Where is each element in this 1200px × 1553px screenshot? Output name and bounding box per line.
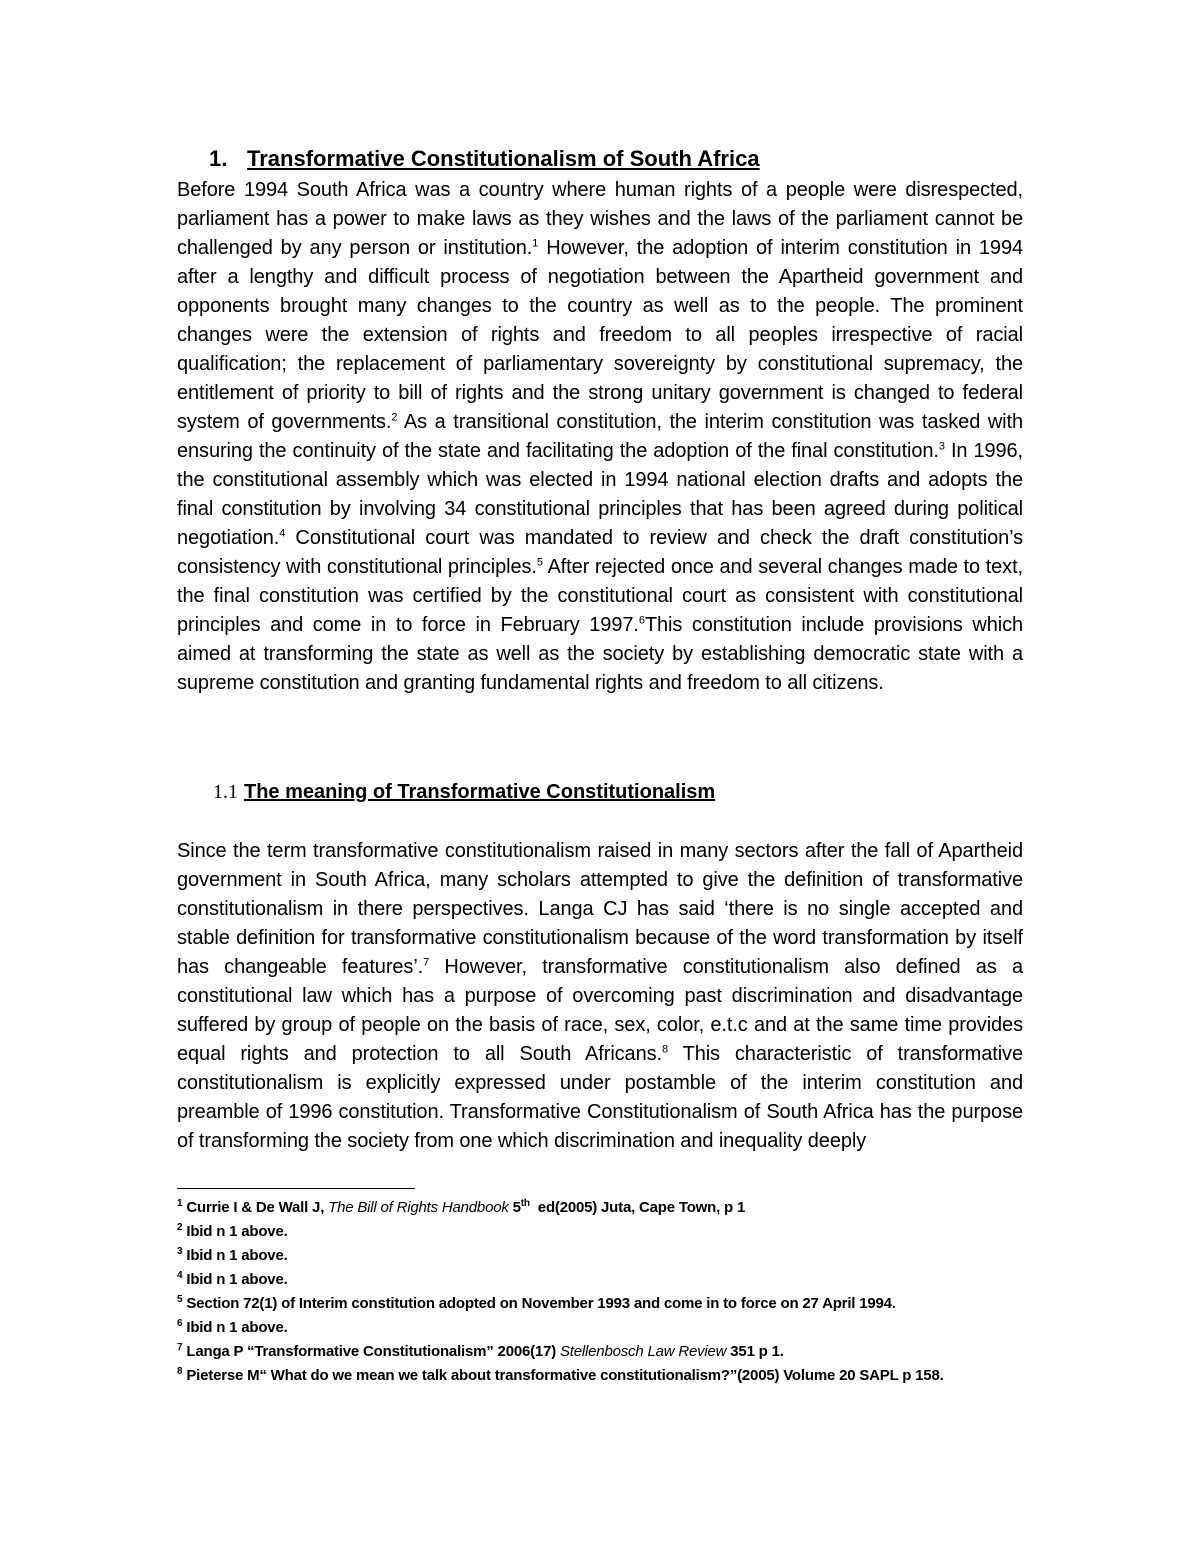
section-number: 1. bbox=[209, 146, 228, 171]
text-span: Constitutional court was mandated to review and check the draft constitution’s consistency with constitutional principles. bbox=[177, 527, 1023, 578]
footnote-text: Ibid n 1 above. bbox=[186, 1247, 288, 1264]
footnote-text: Ibid n 1 above. bbox=[186, 1223, 288, 1240]
subsection-title: The meaning of Transformative Constitutionalism bbox=[244, 781, 716, 803]
ordinal-suffix: th bbox=[520, 1198, 530, 1209]
footnote-item bbox=[177, 1268, 1023, 1292]
footnote-item bbox=[177, 1316, 1023, 1340]
text-span: Before 1994 South Africa was a country where human rights of a people were disrespected, parliament has a power to make laws as they wishes and the laws of the parliament cannot be challenged by any person or institution. bbox=[177, 179, 1023, 259]
footnote-item bbox=[177, 1196, 1023, 1220]
footnote-number: 3 bbox=[177, 1246, 183, 1257]
subsection-number: 1.1 bbox=[213, 781, 238, 803]
footnote-journal: Stellenbosch Law Review bbox=[559, 1343, 727, 1360]
footnote-number: 5 bbox=[177, 1294, 183, 1305]
footnote-ref[interactable]: 5 bbox=[536, 556, 543, 569]
footnote-number: 2 bbox=[177, 1222, 183, 1233]
footnote-text: Section 72(1) of Interim constitution adopted on November 1993 and come in to force on 27 April 1994. bbox=[186, 1295, 896, 1312]
footnote-text: Langa P “Transformative Constitutionalism” 2006(17) bbox=[186, 1343, 560, 1360]
footnote-ref[interactable]: 1 bbox=[532, 237, 539, 250]
footnote-number: 7 bbox=[177, 1342, 183, 1353]
section-heading bbox=[209, 146, 760, 172]
footnote-ref[interactable]: 2 bbox=[391, 411, 398, 424]
text-span: After rejected once and several changes made to text, the final constitution was certified by the constitutional court as consistent with constitutional principles and come in to force in February 1997. bbox=[177, 556, 1023, 636]
footnote-separator bbox=[177, 1188, 415, 1189]
footnote-text: Pieterse M“ What do we mean we talk about transformative constitutionalism?”(2005) Volume 20 SAPL p 158. bbox=[186, 1367, 944, 1384]
paragraph-history bbox=[177, 176, 1023, 698]
footnote-text: Ibid n 1 above. bbox=[186, 1271, 288, 1288]
footnote-number: 1 bbox=[177, 1198, 183, 1209]
footnote-item bbox=[177, 1340, 1023, 1364]
section-title: Transformative Constitutionalism of South Africa bbox=[247, 146, 760, 171]
footnote-item bbox=[177, 1244, 1023, 1268]
footnote-text: Currie I & De Wall J, bbox=[186, 1199, 329, 1216]
footnote-text: 351 p 1. bbox=[726, 1343, 784, 1360]
text-span: As a transitional constitution, the interim constitution was tasked with ensuring the continuity of the state and facilitating the adoption of the final constitution. bbox=[177, 411, 1023, 462]
text-span: In 1996, the constitutional assembly which was elected in 1994 national election drafts and adopts the final constitution by involving 34 constitutional principles that has been agreed during political negotiation. bbox=[177, 440, 1023, 549]
footnote-number: 4 bbox=[177, 1270, 183, 1281]
footnote-ref[interactable]: 3 bbox=[938, 440, 945, 453]
subsection-heading bbox=[213, 781, 715, 804]
footnote-number: 6 bbox=[177, 1318, 183, 1329]
paragraph-meaning bbox=[177, 837, 1023, 1156]
text-span: Since the term transformative constitutionalism raised in many sectors after the fall of Apartheid government in South Africa, many scholars attempted to give the definition of transformative constitutionalism in there perspectives. Langa CJ has said ‘there is no single accepted and stable definition for transformative constitutionalism because of the word transformation by itself has changeable features’. bbox=[177, 840, 1023, 978]
footnote-text: Ibid n 1 above. bbox=[186, 1319, 288, 1336]
footnote-item bbox=[177, 1364, 1023, 1388]
text-span: However, the adoption of interim constitution in 1994 after a lengthy and difficult process of negotiation between the Apartheid government and opponents brought many changes to the country as well as to the people. The prominent changes were the extension of rights and freedom to all peoples irrespective of racial qualification; the replacement of parliamentary sovereignty by constitutional supremacy, the entitlement of priority to bill of rights and the strong unitary government is changed to federal system of governments. bbox=[177, 237, 1023, 433]
footnote-item bbox=[177, 1292, 1023, 1316]
footnote-ref[interactable]: 6 bbox=[638, 614, 645, 627]
text-span: However, transformative constitutionalism also defined as a constitutional law which has a purpose of overcoming past discrimination and disadvantage suffered by group of people on the basis of race, sex, color, e.t.c and at the same time provides equal rights and protection to all South Africans. bbox=[177, 956, 1023, 1065]
footnote-text: 5 bbox=[508, 1199, 521, 1216]
footnote-text: ed(2005) Juta, Cape Town, p 1 bbox=[533, 1199, 746, 1216]
footnote-ref[interactable]: 4 bbox=[279, 527, 286, 540]
text-span: This characteristic of transformative constitutionalism is explicitly expressed under postamble of the interim constitution and preamble of 1996 constitution. Transformative Constitutionalism of South Africa has the purpose of transforming the society from one which discrimination and inequality deeply bbox=[177, 1043, 1023, 1152]
footnote-item bbox=[177, 1220, 1023, 1244]
footnote-title: The Bill of Rights Handbook bbox=[328, 1199, 509, 1216]
footnote-number: 8 bbox=[177, 1366, 183, 1377]
text-span: This constitution include provisions which aimed at transforming the state as well as the society by establishing democratic state with a supreme constitution and granting fundamental rights and freedom to all citizens. bbox=[177, 614, 1023, 694]
footnote-ref[interactable]: 8 bbox=[661, 1043, 668, 1056]
footnotes bbox=[177, 1196, 1023, 1388]
footnote-ref[interactable]: 7 bbox=[423, 956, 430, 969]
